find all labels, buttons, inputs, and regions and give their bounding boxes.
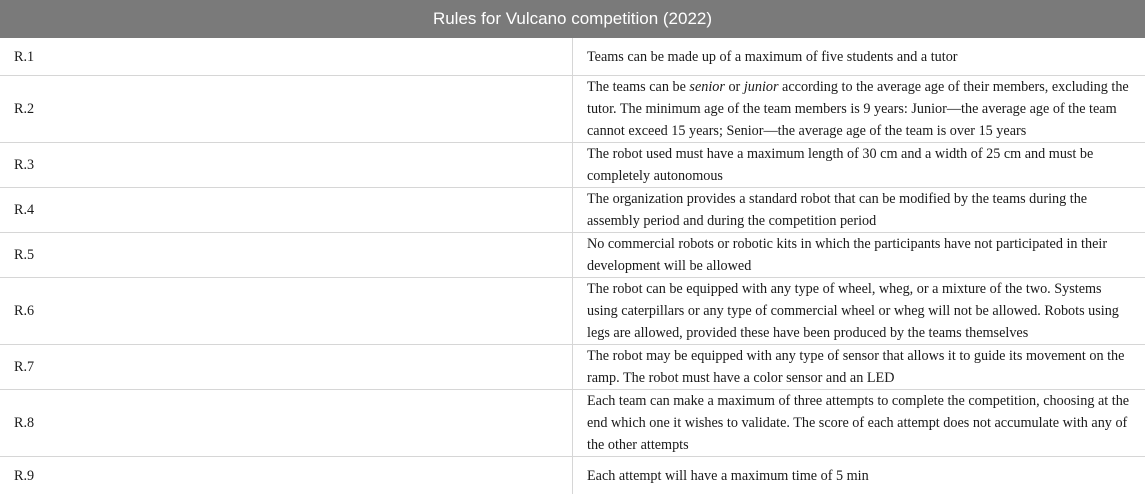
rule-id: R.6	[0, 278, 573, 345]
rule-text: Teams can be made up of a maximum of five students and a tutor	[573, 38, 1145, 76]
rule-text: Each attempt will have a maximum time of 5 min	[573, 457, 1145, 494]
rule-text: Each team can make a maximum of three attempts to complete the competition, choosing at the end which one it wishes to validate. The score of each attempt does not accumulate with any of the other attempts	[573, 390, 1145, 457]
rule-id: R.9	[0, 457, 573, 494]
rule-text: The robot used must have a maximum length of 30 cm and a width of 25 cm and must be completely autonomous	[573, 143, 1145, 188]
table-row	[0, 457, 1145, 494]
table-row	[0, 345, 1145, 390]
rule-text-part: The teams can be	[587, 79, 689, 95]
rule-text	[573, 76, 1145, 143]
rule-text-part: according to the average age of their members, excluding the tutor. The minimum age of the team members is 9 years: Junior—the average age of the team cannot exceed 15 years; Senior—the average age of the team is over 15 years	[587, 79, 1129, 139]
table-title: Rules for Vulcano competition (2022)	[0, 0, 1145, 38]
rule-id: R.8	[0, 390, 573, 457]
rule-text-emphasis: senior	[689, 79, 724, 95]
rule-text-emphasis: junior	[744, 79, 779, 95]
table-row	[0, 76, 1145, 143]
rule-text-part: or	[725, 79, 744, 95]
table-row	[0, 390, 1145, 457]
table-row	[0, 233, 1145, 278]
rule-text: The robot may be equipped with any type of sensor that allows it to guide its movement on the ramp. The robot must have a color sensor and an LED	[573, 345, 1145, 390]
table-row	[0, 143, 1145, 188]
rule-text: The organization provides a standard robot that can be modified by the teams during the assembly period and during the competition period	[573, 188, 1145, 233]
table-row	[0, 38, 1145, 76]
rule-text: The robot can be equipped with any type of wheel, wheg, or a mixture of the two. Systems using caterpillars or any type of commercial wheel or wheg will not be allowed. Robots using legs are allowed, provided these have been produced by the teams themselves	[573, 278, 1145, 345]
rule-id: R.5	[0, 233, 573, 278]
table-header-row	[0, 0, 1145, 38]
rule-id: R.1	[0, 38, 573, 76]
table-row	[0, 278, 1145, 345]
rule-id: R.4	[0, 188, 573, 233]
rule-id: R.3	[0, 143, 573, 188]
table-row	[0, 188, 1145, 233]
rule-text: No commercial robots or robotic kits in which the participants have not participated in their development will be allowed	[573, 233, 1145, 278]
rule-id: R.2	[0, 76, 573, 143]
rule-id: R.7	[0, 345, 573, 390]
